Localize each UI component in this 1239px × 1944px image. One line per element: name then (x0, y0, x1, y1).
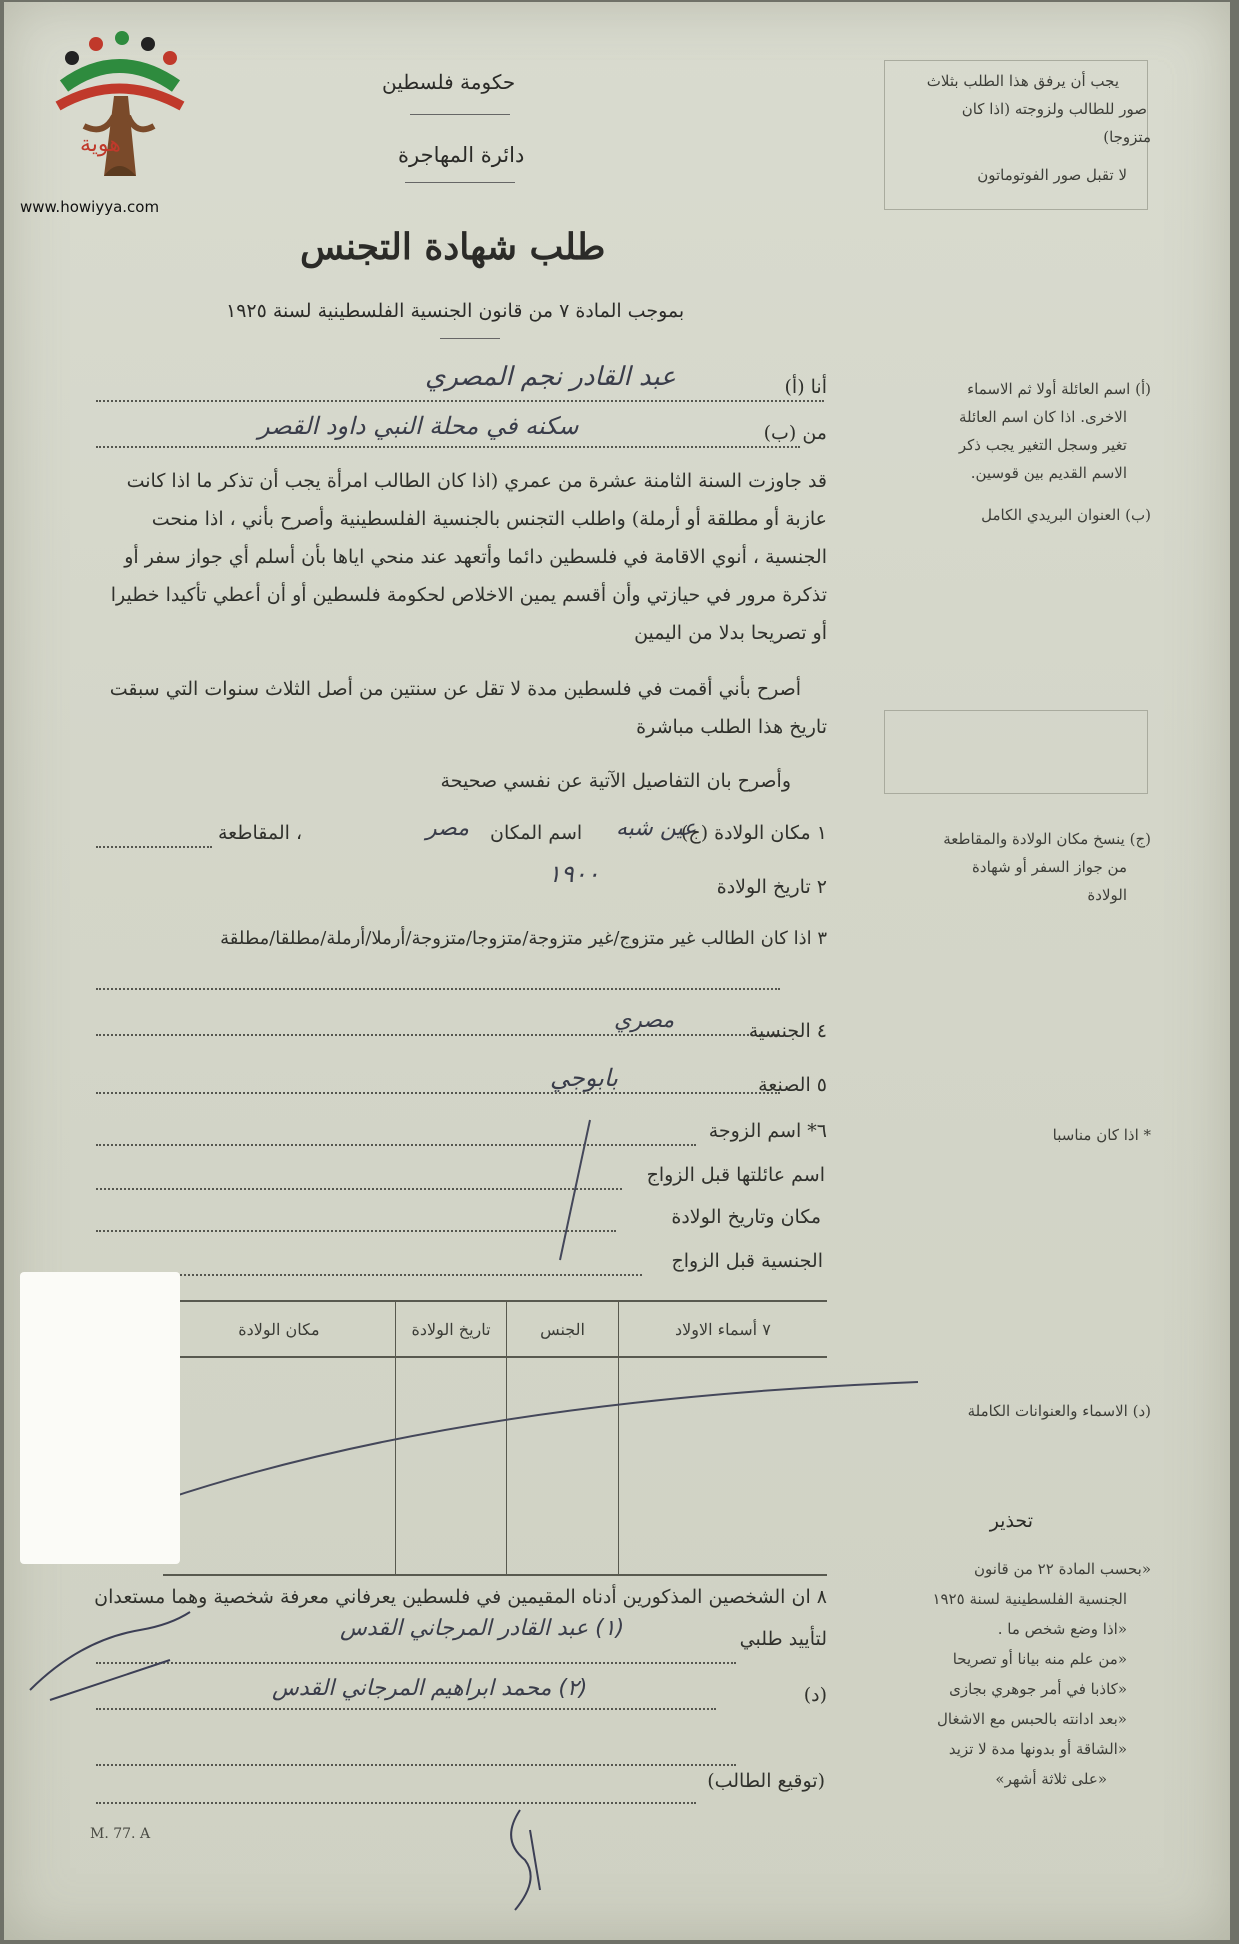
note-star: * اذا كان مناسبا (1052, 1126, 1151, 1144)
warning-line-4: «من علم منه بيانا أو تصريحا (952, 1650, 1127, 1668)
col-children-names: ٧ أسماء الاولاد (618, 1301, 827, 1357)
occupation-value: بابوجي (550, 1064, 618, 1092)
warning-line-6: «بعد ادانته بالحبس مع الاشغال (937, 1710, 1127, 1728)
warning-line-8: «على ثلاثة أشهر» (995, 1770, 1107, 1788)
wife-family-label: اسم عائلتها قبل الزواج (646, 1164, 825, 1186)
district-label: ، المقاطعة (218, 822, 303, 844)
government-heading: حكومة فلسطين (382, 70, 516, 94)
witness-signature (20, 1600, 200, 1710)
residence-line-1: أصرح بأني أقمت في فلسطين مدة لا تقل عن سنتين من أصل الثلاث سنوات التي سبقت (109, 678, 801, 700)
nationality-label: ٤ الجنسية (748, 1020, 827, 1042)
warning-line-1: «بحسب المادة ٢٢ من قانون (974, 1560, 1151, 1578)
wife-nationality-label: الجنسية قبل الزواج (671, 1250, 823, 1272)
decl-line-3: الجنسية ، أنوي الاقامة في فلسطين دائما وأتعهد عند منحي اياها بأن أسلم أي جواز سفر أو (124, 546, 827, 568)
details-declaration: وأصرح بان التفاصيل الآتية عن نفسي صحيحة (440, 770, 791, 792)
logo-text: هوية (80, 132, 121, 157)
strike-mark (540, 1110, 620, 1270)
decl-line-1: قد جاوزت السنة الثامنة عشرة من عمري (اذا كان الطالب امرأة يجب أن تذكر ما اذا كانت (126, 470, 827, 492)
note-c-line-1: (ج) ينسخ مكان الولادة والمقاطعة (943, 830, 1151, 848)
note-c-line-2: من جواز السفر أو شهادة (972, 858, 1127, 876)
warning-line-7: «الشاقة أو بدونها مدة لا تزيد (948, 1740, 1127, 1758)
note-a-line-3: تغير وسجل التغير يجب ذكر (958, 436, 1127, 454)
form-subtitle: بموجب المادة ٧ من قانون الجنسية الفلسطينية لسنة ١٩٢٥ (226, 300, 685, 322)
witness-2: (٢) محمد ابراهيم المرجاني القدس (272, 1676, 588, 1701)
decl-line-5: أو تصريحا بدلا من اليمين (634, 622, 827, 644)
birth-place-name-value: مصر (426, 816, 470, 841)
note-c-line-3: الولادة (1087, 886, 1127, 904)
wife-name-label: ٦* اسم الزوجة (708, 1120, 827, 1142)
logo-url: www.howiyya.com (20, 198, 160, 216)
name-label: أنا (أ) (784, 376, 827, 398)
name-value: عبد القادر نجم المصري (425, 362, 676, 392)
white-patch (20, 1272, 180, 1564)
note-a-line-4: الاسم القديم بين قوسين. (970, 464, 1127, 482)
witness-d-label: (د) (803, 1684, 827, 1706)
col-sex: الجنس (507, 1301, 619, 1357)
col-birth-date: تاريخ الولادة (395, 1301, 506, 1357)
witness-line-2: لتأييد طلبي (739, 1628, 827, 1650)
marital-status-label: ٣ اذا كان الطالب غير متزوج/غير متزوجة/متزوجا/متزوجة/أرملا/أرملة/مطلقا/مطلقة (220, 928, 827, 949)
warning-line-2: الجنسية الفلسطينية لسنة ١٩٢٥ (932, 1590, 1127, 1608)
birth-date-value: ١٩٠٠ (548, 860, 600, 888)
witness-line-1: ٨ ان الشخصين المذكورين أدناه المقيمين في فلسطين يعرفاني معرفة شخصية وهما مستعدان (94, 1586, 827, 1608)
applicant-signature (480, 1800, 570, 1920)
applicant-signature-label: (توقيع الطالب) (707, 1770, 825, 1792)
witness-1: (١) عبد القادر المرجاني القدس (340, 1616, 625, 1641)
warning-title: تحذير (989, 1510, 1033, 1532)
from-label: من (ب) (763, 422, 827, 444)
decl-line-2: عازبة أو مطلقة أو أرملة) واطلب التجنس بالجنسية الفلسطينية وأصرح بأني ، اذا منحت (151, 508, 827, 530)
form-code: M. 77. A (90, 1826, 151, 1842)
col-birth-place: مكان الولادة (163, 1301, 395, 1357)
note-a-line-2: الاخرى. اذا كان اسم العائلة (958, 408, 1127, 426)
department-heading: دائرة المهاجرة (398, 143, 525, 167)
form-title: طلب شهادة التجنس (300, 226, 606, 268)
residence-line-2: تاريخ هذا الطلب مباشرة (636, 716, 827, 738)
note-b: (ب) العنوان البريدي الكامل (981, 506, 1151, 524)
photo-note-line-4: لا تقبل صور الفوتوماتون (977, 166, 1127, 184)
warning-line-3: «اذا وضع شخص ما . (997, 1620, 1127, 1638)
note-a-line-1: (أ) اسم العائلة أولا ثم الاسماء (967, 380, 1151, 398)
photo-note-line-2: صور للطالب ولزوجته (اذا كان (961, 100, 1147, 118)
occupation-label: ٥ الصنعة (758, 1074, 827, 1096)
photo-note-line-3: متزوجا) (1103, 128, 1151, 146)
from-value: سكنه في محلة النبي داود القصر (258, 412, 579, 440)
table-strike-mark (163, 1380, 923, 1510)
wife-birth-label: مكان وتاريخ الولادة (671, 1206, 821, 1228)
birth-date-label: ٢ تاريخ الولادة (716, 876, 827, 898)
birth-place-name-label: اسم المكان (490, 822, 583, 844)
faded-box (884, 710, 1148, 794)
photo-note-line-1: يجب أن يرفق هذا الطلب بثلاث (926, 72, 1119, 90)
howiyya-logo (44, 26, 194, 196)
note-d: (د) الاسماء والعنوانات الكاملة (967, 1402, 1151, 1420)
birth-place-value: عين شبه (616, 816, 697, 841)
nationality-value: مصري (614, 1008, 675, 1033)
decl-line-4: تذكرة مرور في حيازتي وأن أقسم يمين الاخلاص لحكومة فلسطين أو أن أعطي تأكيدا خطيرا (110, 584, 827, 606)
birth-place-label: ١ مكان الولادة (ج) (681, 822, 827, 844)
warning-line-5: «كاذبا في أمر جوهري بجازى (949, 1680, 1127, 1698)
